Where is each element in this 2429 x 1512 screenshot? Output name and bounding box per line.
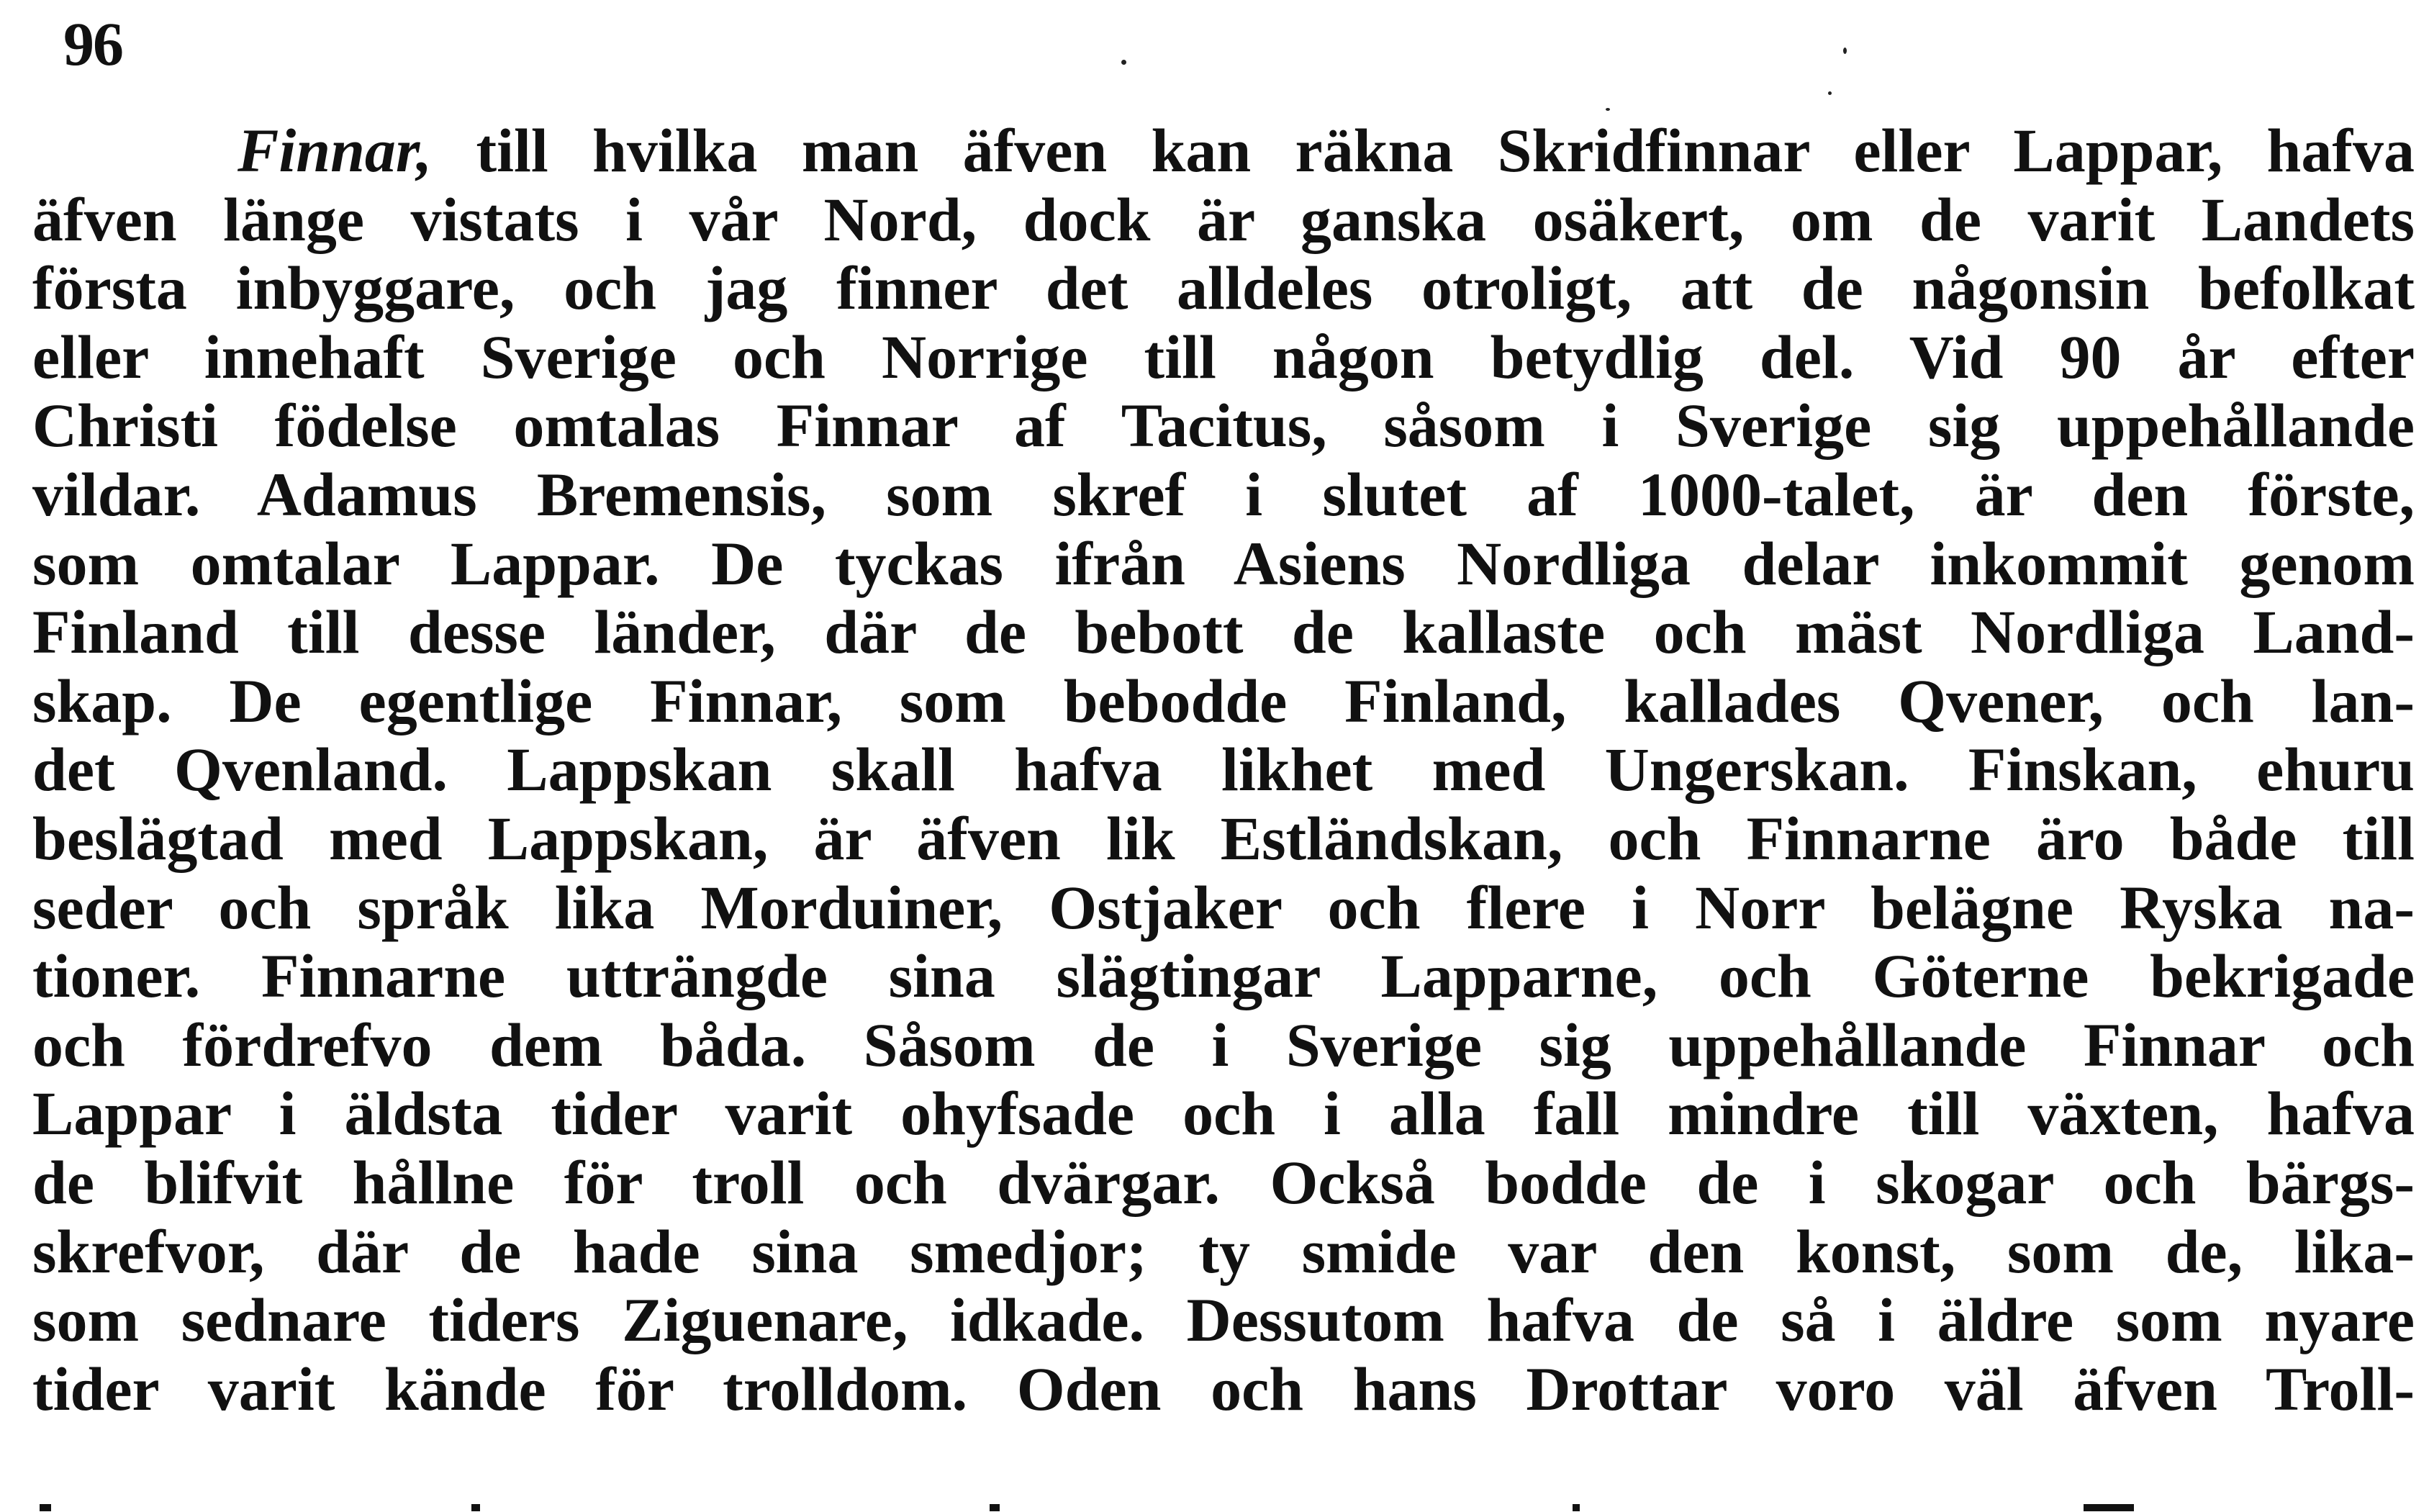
- print-speck: [1843, 47, 1847, 54]
- cropped-glyph-strokes: [990, 1504, 1000, 1511]
- cropped-glyph-strokes: [471, 1504, 480, 1511]
- text-line: vildar. Adamus Bremensis, som skref i slutet af 1000-talet, är den förste,: [32, 460, 2415, 529]
- line-text: till hvilka man äfven kan räkna Skridfinnar eller Lappar, hafva: [432, 117, 2415, 185]
- text-line: skrefvor, där de hade sina smedjor; ty smide var den konst, som de, lika-: [32, 1217, 2415, 1286]
- cropped-glyph-strokes: [1573, 1504, 1580, 1511]
- text-line: som omtalar Lappar. De tyckas ifrån Asiens Nordliga delar inkommit genom: [32, 529, 2415, 598]
- text-line: som sednare tiders Ziguenare, idkade. Dessutom hafva de så i äldre som nyare: [32, 1286, 2415, 1355]
- text-line: tider varit kände för trolldom. Oden och hans Drottar voro väl äfven Troll-: [32, 1354, 2415, 1423]
- print-speck: [1121, 60, 1126, 65]
- text-line: tioner. Finnarne utträngde sina slägtingar Lapparne, och Göterne bekrigade: [32, 942, 2415, 1011]
- text-line: skap. De egentlige Finnar, som bebodde Finland, kallades Qvener, och lan-: [32, 666, 2415, 735]
- text-line: det Qvenland. Lappskan skall hafva likhet med Ungerskan. Finskan, ehuru: [32, 735, 2415, 805]
- text-line: Finland till desse länder, där de bebott de kallaste och mäst Nordliga Land-: [32, 598, 2415, 667]
- cropped-next-line: [32, 1498, 2415, 1512]
- text-line: och fördrefvo dem båda. Såsom de i Sverige sig uppehållande Finnar och: [32, 1010, 2415, 1079]
- text-line: första inbyggare, och jag finner det alldeles otroligt, att de någonsin befolkat: [32, 254, 2415, 323]
- body-text: [32, 117, 2415, 1423]
- lead-word: Finnar,: [238, 117, 433, 185]
- text-line: seder och språk lika Morduiner, Ostjaker och flere i Norr belägne Ryska na-: [32, 873, 2415, 942]
- text-line: Lappar i äldsta tider varit ohyfsade och i alla fall mindre till växten, hafva: [32, 1079, 2415, 1149]
- cropped-glyph-strokes: [40, 1504, 51, 1511]
- print-speck: [1828, 91, 1832, 95]
- text-line: beslägtad med Lappskan, är äfven lik Estländskan, och Finnarne äro både till: [32, 804, 2415, 873]
- text-line: de blifvit hållne för troll och dvärgar. Också bodde de i skogar och bärgs-: [32, 1148, 2415, 1217]
- text-line: äfven länge vistats i vår Nord, dock är ganska osäkert, om de varit Landets: [32, 185, 2415, 254]
- print-speck: [1606, 108, 1610, 111]
- page-number: 96: [63, 9, 122, 78]
- cropped-glyph-strokes: [2084, 1504, 2134, 1511]
- text-line: Christi födelse omtalas Finnar af Tacitus, såsom i Sverige sig uppehållande: [32, 391, 2415, 461]
- text-line: [32, 117, 2415, 186]
- text-line: eller innehaft Sverige och Norrige till någon betydlig del. Vid 90 år efter: [32, 322, 2415, 391]
